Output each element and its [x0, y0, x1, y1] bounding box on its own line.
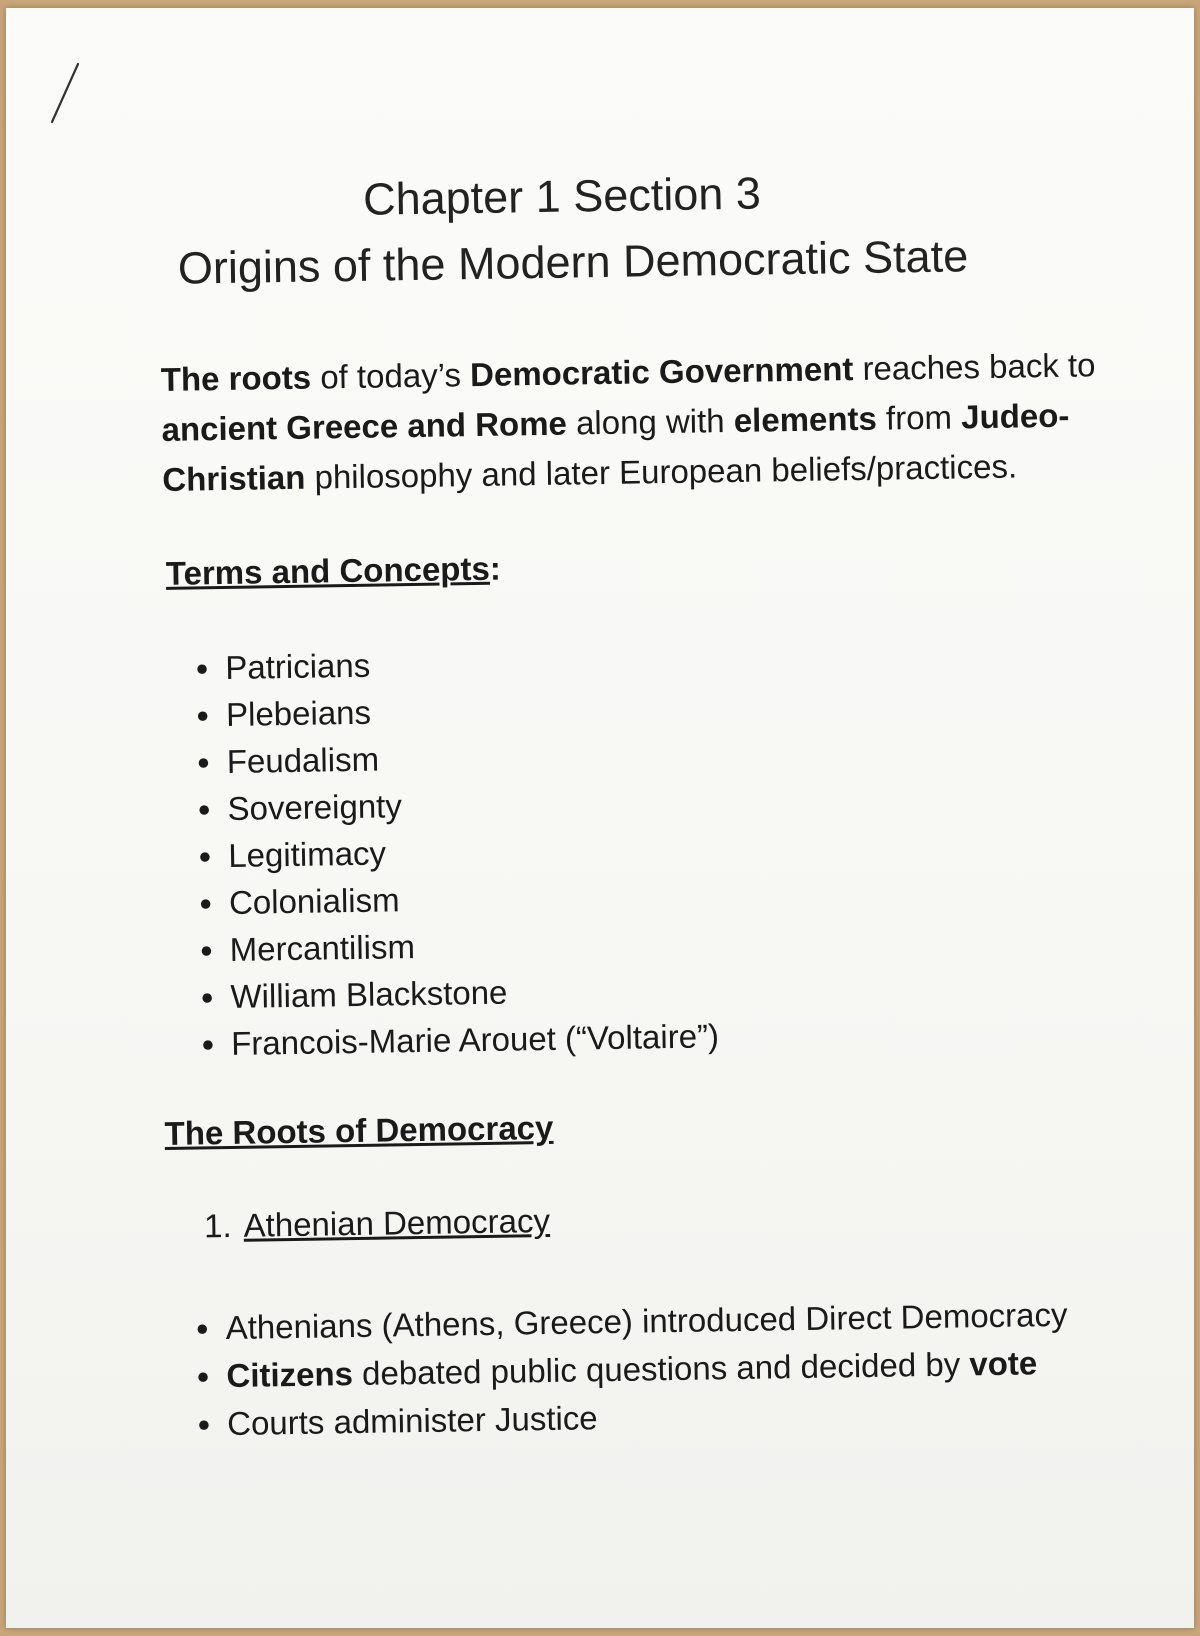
term-item: ● Colonialism [199, 871, 718, 926]
roots-heading-label: The Roots of Democracy [164, 1108, 554, 1152]
term-item: ● Francois-Marie Arouet (“Voltaire”) [201, 1012, 720, 1067]
chapter-title: Chapter 1 Section 3 [362, 167, 762, 225]
intro-text: along with [566, 401, 735, 442]
intro-bold-greece-rome: ancient Greece and Rome [161, 404, 568, 448]
intro-text: from [876, 398, 962, 437]
term-item: ● Patricians [195, 636, 714, 691]
roots-heading [164, 1109, 553, 1153]
intro-text: of today’s [310, 356, 471, 396]
paper-page [6, 8, 1194, 1628]
terms-heading [166, 550, 502, 593]
fact-text: Courts administer Justice [226, 1399, 598, 1443]
intro-bold-government: Democratic Government [469, 350, 854, 394]
intro-bold-judeo-christian: Judeo-Christian [162, 396, 1070, 498]
intro-paragraph [160, 339, 1152, 505]
term-item: ● Plebeians [196, 683, 715, 738]
fact-text: Athenians (Athens, Greece) introduced Direct Democracy [225, 1295, 1068, 1347]
fact-text: debated public questions and decided by [352, 1345, 970, 1393]
subsection-athenian [204, 1202, 550, 1245]
intro-bold-elements: elements [733, 399, 878, 439]
term-item: ● Mercantilism [199, 918, 718, 973]
terms-list [195, 636, 719, 1067]
fact-bold-citizens: Citizens [226, 1355, 354, 1395]
athenian-facts-list [195, 1290, 1147, 1449]
terms-heading-label: Terms and Concepts [165, 549, 491, 592]
term-item: ● William Blackstone [200, 965, 719, 1020]
intro-text: philosophy and later European beliefs/practices. [305, 447, 1018, 496]
subsection-number: 1. [203, 1206, 232, 1245]
terms-heading-colon: : [489, 549, 502, 587]
term-item: ● Sovereignty [197, 777, 716, 832]
document-title: Origins of the Modern Democratic State [177, 230, 969, 294]
intro-text: reaches back to [853, 346, 1096, 388]
fact-bold-vote: vote [969, 1344, 1038, 1383]
term-item: ● Feudalism [196, 730, 715, 785]
subsection-label: Athenian Democracy [243, 1201, 551, 1244]
document-content [6, 8, 1194, 1628]
intro-bold-roots: The roots [160, 358, 312, 398]
term-item: ● Legitimacy [198, 824, 717, 879]
